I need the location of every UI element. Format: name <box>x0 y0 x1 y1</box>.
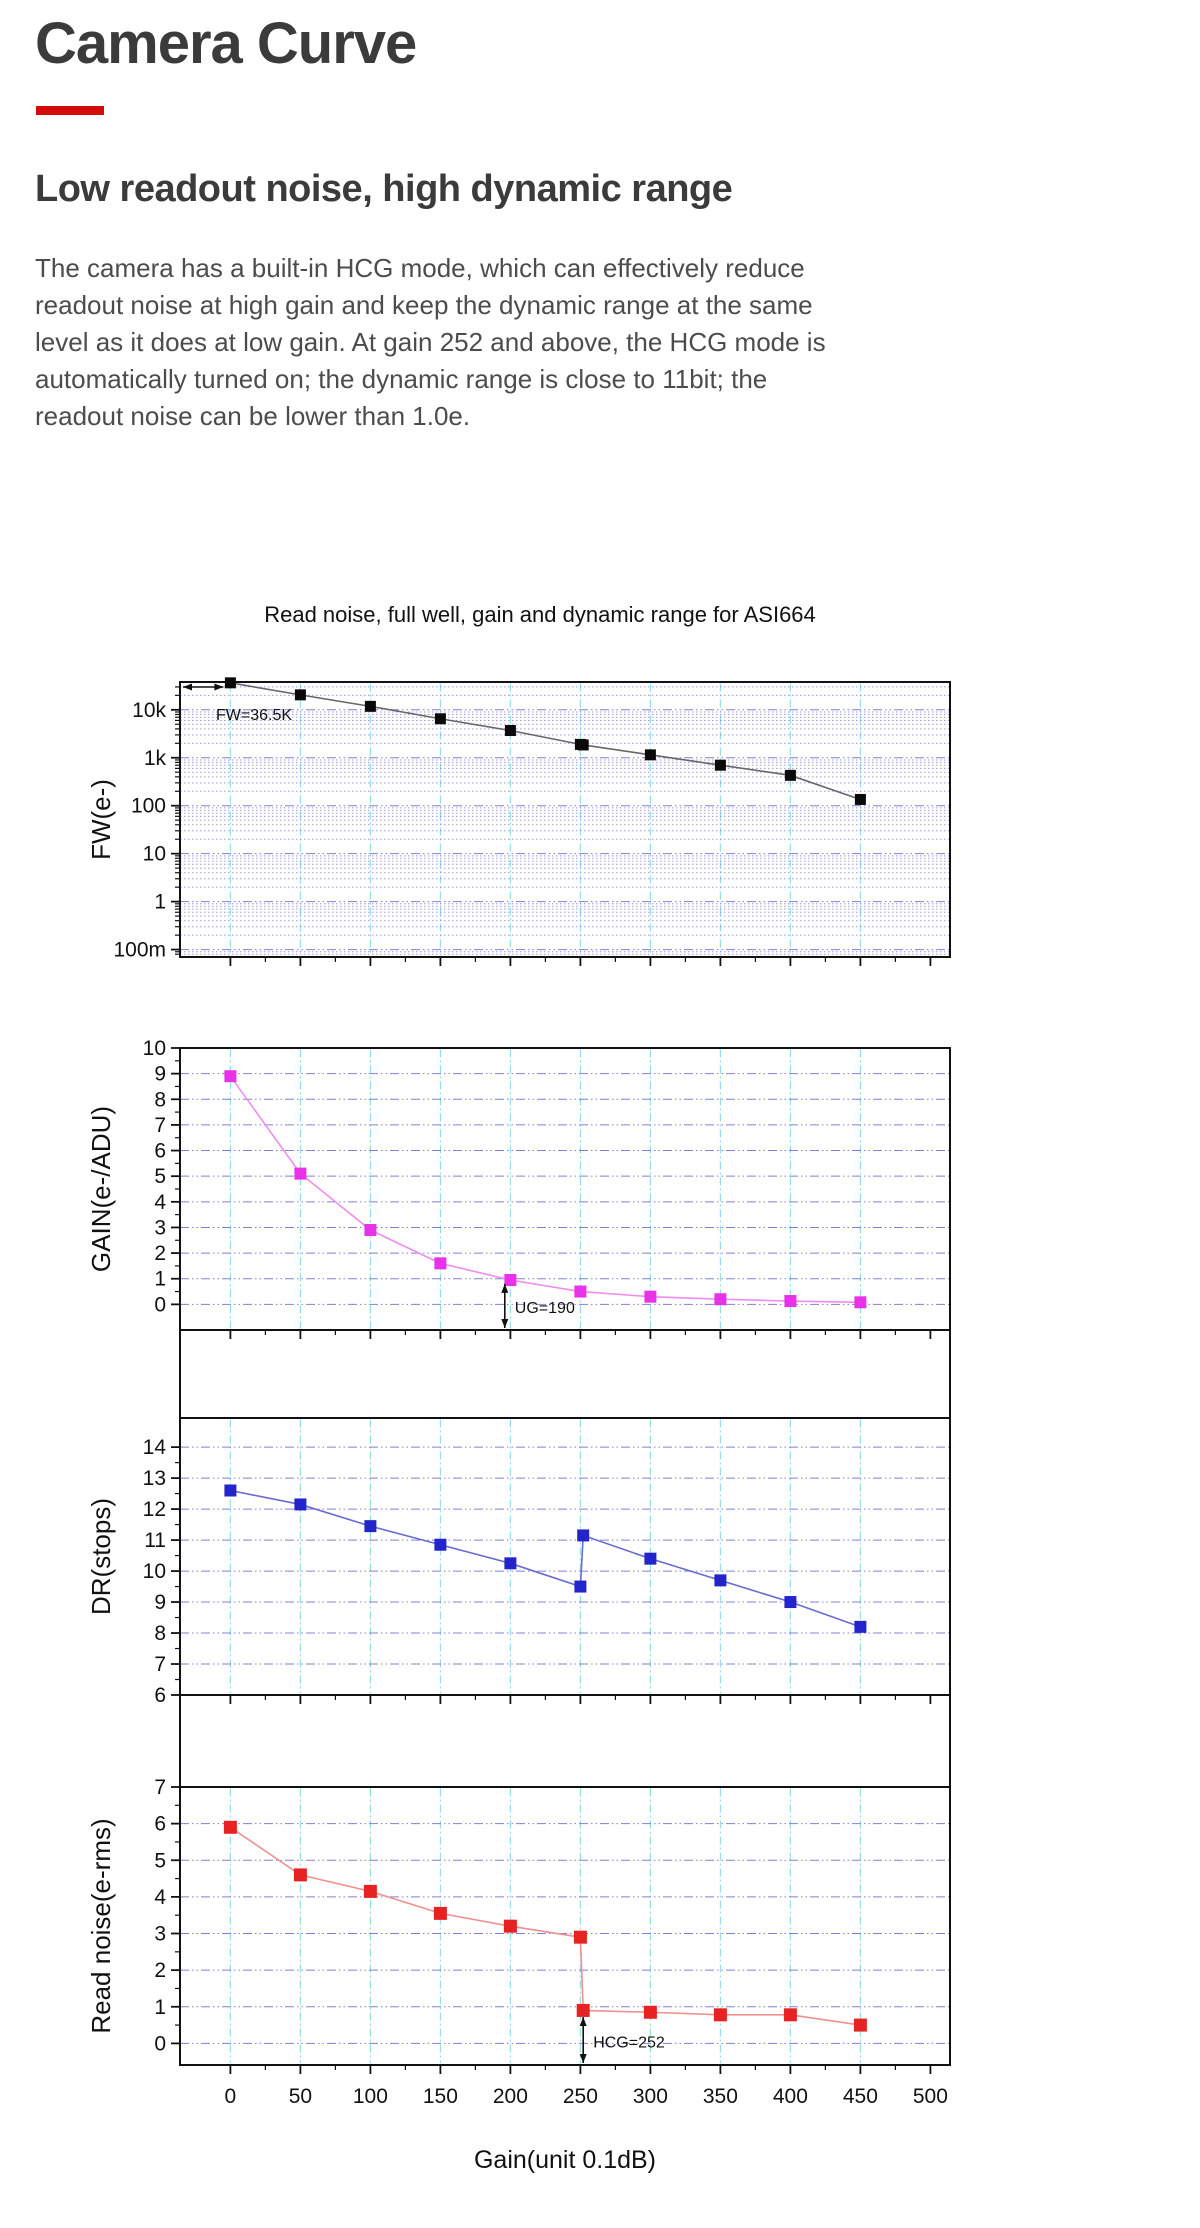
svg-text:4: 4 <box>154 1885 166 1909</box>
title-accent-bar <box>36 106 104 115</box>
svg-text:FW(e-): FW(e-) <box>86 779 116 860</box>
svg-text:100m: 100m <box>113 938 166 962</box>
paragraph-line: level as it does at low gain. At gain 252 and above, the HCG mode is <box>35 327 826 357</box>
svg-text:10k: 10k <box>132 698 166 722</box>
svg-text:500: 500 <box>912 2085 948 2108</box>
svg-text:9: 9 <box>154 1062 166 1086</box>
svg-text:GAIN(e-/ADU): GAIN(e-/ADU) <box>86 1105 116 1273</box>
svg-text:HCG=252: HCG=252 <box>593 2034 665 2052</box>
svg-text:150: 150 <box>422 2085 458 2108</box>
camera-curve-plot <box>80 580 980 2200</box>
svg-text:10: 10 <box>142 1560 166 1584</box>
svg-text:400: 400 <box>772 2085 808 2108</box>
svg-text:2: 2 <box>154 1959 166 1983</box>
svg-text:6: 6 <box>154 1812 166 1836</box>
svg-text:Read noise, full well, gain an: Read noise, full well, gain and dynamic range for ASI664 <box>264 602 816 627</box>
svg-text:8: 8 <box>154 1088 166 1112</box>
svg-text:5: 5 <box>154 1849 166 1873</box>
svg-text:13: 13 <box>142 1467 166 1491</box>
svg-text:1k: 1k <box>143 746 166 770</box>
svg-text:3: 3 <box>154 1922 166 1946</box>
svg-text:7: 7 <box>154 1113 166 1137</box>
svg-text:50: 50 <box>288 2085 313 2108</box>
svg-text:100: 100 <box>352 2085 388 2108</box>
svg-text:250: 250 <box>562 2085 598 2108</box>
svg-text:7: 7 <box>154 1653 166 1677</box>
svg-text:12: 12 <box>142 1498 166 1522</box>
svg-text:10: 10 <box>142 842 166 866</box>
svg-text:10: 10 <box>142 1037 166 1060</box>
paragraph-line: automatically turned on; the dynamic range is close to 11bit; the <box>35 364 768 394</box>
svg-text:0: 0 <box>224 2085 237 2108</box>
paragraph-line: The camera has a built-in HCG mode, which can effectively reduce <box>35 253 805 283</box>
svg-text:1: 1 <box>154 1995 166 2019</box>
svg-text:9: 9 <box>154 1591 166 1615</box>
svg-text:11: 11 <box>144 1529 166 1553</box>
svg-text:Gain(unit 0.1dB): Gain(unit 0.1dB) <box>473 2146 657 2174</box>
svg-text:100: 100 <box>130 794 166 818</box>
svg-text:FW=36.5K: FW=36.5K <box>216 707 293 724</box>
svg-text:0: 0 <box>154 1293 166 1317</box>
section-heading: Low readout noise, high dynamic range <box>35 168 733 210</box>
svg-text:1: 1 <box>154 1267 166 1291</box>
svg-text:UG=190: UG=190 <box>514 1300 575 1318</box>
svg-text:300: 300 <box>632 2085 668 2108</box>
svg-text:14: 14 <box>142 1436 166 1460</box>
svg-text:350: 350 <box>702 2085 738 2108</box>
svg-text:1: 1 <box>154 890 166 914</box>
svg-text:Read noise(e-rms): Read noise(e-rms) <box>86 1818 116 2034</box>
svg-text:200: 200 <box>492 2085 528 2108</box>
svg-text:DR(stops): DR(stops) <box>86 1497 116 1616</box>
svg-text:2: 2 <box>154 1242 166 1266</box>
svg-text:8: 8 <box>154 1622 166 1646</box>
svg-text:6: 6 <box>154 1139 166 1163</box>
paragraph-line: readout noise at high gain and keep the dynamic range at the same <box>35 290 813 320</box>
svg-text:3: 3 <box>154 1216 166 1240</box>
camera-curve-figure <box>80 580 980 2205</box>
page-title: Camera Curve <box>35 11 417 76</box>
svg-text:6: 6 <box>154 1684 166 1707</box>
svg-text:450: 450 <box>842 2085 878 2108</box>
svg-text:5: 5 <box>154 1165 166 1189</box>
svg-text:7: 7 <box>154 1776 166 1799</box>
section-paragraph <box>35 250 826 435</box>
paragraph-line: readout noise can be lower than 1.0e. <box>35 401 471 431</box>
svg-text:4: 4 <box>154 1190 166 1214</box>
svg-text:0: 0 <box>154 2032 166 2056</box>
